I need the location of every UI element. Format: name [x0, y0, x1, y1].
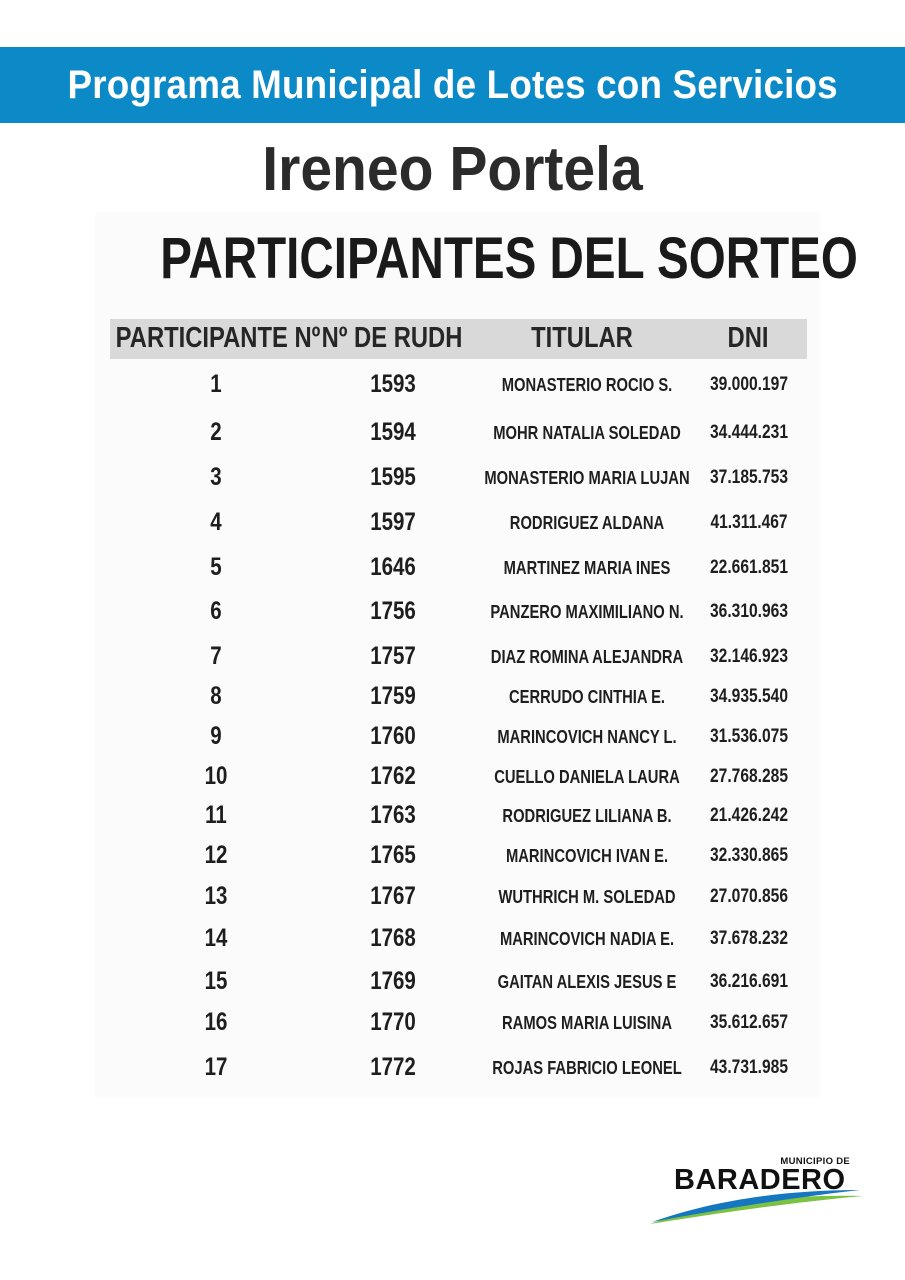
cell-rudh: 1763 — [370, 801, 416, 829]
logo-wave-icon — [648, 1188, 868, 1228]
cell-titular: MARINCOVICH NANCY L. — [497, 727, 677, 747]
banner-title: Programa Municipal de Lotes con Servicios — [67, 62, 838, 107]
cell-dni: 21.426.242 — [710, 805, 788, 826]
baradero-logo — [648, 1150, 868, 1230]
cell-titular: MARINCOVICH IVAN E. — [505, 846, 669, 866]
cell-titular: WUTHRICH M. SOLEDAD — [498, 887, 676, 907]
logo-small-text: MUNICIPIO DE — [780, 1156, 850, 1167]
cell-participante: 12 — [204, 841, 228, 869]
cell-participante: 1 — [210, 370, 222, 398]
col-header-participante: PARTICIPANTE Nº — [115, 322, 321, 354]
cell-rudh: 1772 — [370, 1053, 416, 1081]
cell-dni: 39.000.197 — [710, 374, 788, 395]
cell-participante: 3 — [210, 463, 222, 491]
cell-rudh: 1595 — [370, 463, 416, 491]
cell-titular: RAMOS MARIA LUISINA — [501, 1013, 673, 1033]
cell-participante: 8 — [210, 682, 222, 710]
cell-rudh: 1765 — [370, 841, 416, 869]
cell-participante: 15 — [204, 967, 228, 995]
cell-dni: 35.612.657 — [710, 1012, 788, 1033]
cell-participante: 5 — [210, 553, 222, 581]
cell-dni: 31.536.075 — [710, 726, 788, 747]
col-header-titular: TITULAR — [531, 322, 633, 354]
cell-dni: 41.311.467 — [710, 512, 788, 533]
cell-rudh: 1767 — [370, 882, 416, 910]
col-header-dni: DNI — [727, 322, 769, 354]
cell-dni: 37.185.753 — [710, 467, 788, 488]
cell-titular: ROJAS FABRICIO LEONEL — [492, 1058, 682, 1078]
cell-titular: RODRIGUEZ ALDANA — [509, 513, 665, 533]
cell-participante: 13 — [204, 882, 228, 910]
cell-titular: PANZERO MAXIMILIANO N. — [490, 602, 684, 622]
cell-rudh: 1646 — [370, 553, 416, 581]
cell-rudh: 1594 — [370, 418, 416, 446]
cell-participante: 6 — [210, 597, 222, 625]
section-title: PARTICIPANTES DEL SORTEO — [160, 226, 858, 291]
cell-rudh: 1759 — [370, 682, 416, 710]
cell-titular: MONASTERIO MARIA LUJAN — [484, 468, 690, 488]
cell-dni: 34.444.231 — [710, 422, 788, 443]
cell-dni: 32.146.923 — [710, 646, 788, 667]
cell-dni: 36.216.691 — [710, 971, 788, 992]
cell-rudh: 1762 — [370, 762, 416, 790]
cell-titular: RODRIGUEZ LILIANA B. — [502, 806, 672, 826]
cell-rudh: 1760 — [370, 722, 416, 750]
cell-titular: CUELLO DANIELA LAURA — [494, 767, 680, 787]
cell-rudh: 1597 — [370, 508, 416, 536]
cell-participante: 16 — [204, 1008, 228, 1036]
location-subtitle: Ireneo Portela — [262, 135, 643, 204]
cell-dni: 43.731.985 — [710, 1057, 788, 1078]
cell-participante: 10 — [204, 762, 228, 790]
cell-dni: 37.678.232 — [710, 928, 788, 949]
cell-rudh: 1593 — [370, 370, 416, 398]
cell-rudh: 1770 — [370, 1008, 416, 1036]
cell-participante: 4 — [210, 508, 222, 536]
cell-participante: 14 — [204, 924, 228, 952]
cell-rudh: 1769 — [370, 967, 416, 995]
cell-titular: GAITAN ALEXIS JESUS E — [497, 972, 677, 992]
cell-rudh: 1757 — [370, 642, 416, 670]
cell-dni: 36.310.963 — [710, 601, 788, 622]
cell-dni: 22.661.851 — [710, 557, 788, 578]
cell-dni: 27.768.285 — [710, 766, 788, 787]
cell-titular: MARINCOVICH NADIA E. — [499, 929, 675, 949]
cell-titular: MOHR NATALIA SOLEDAD — [493, 423, 681, 443]
cell-titular: CERRUDO CINTHIA E. — [508, 687, 666, 707]
cell-dni: 34.935.540 — [710, 686, 788, 707]
logo-big-text: BARADERO — [674, 1164, 846, 1196]
cell-titular: DIAZ ROMINA ALEJANDRA — [490, 647, 684, 667]
cell-titular: MONASTERIO ROCIO S. — [501, 375, 673, 395]
cell-participante: 7 — [210, 642, 222, 670]
cell-titular: MARTINEZ MARIA INES — [503, 558, 671, 578]
cell-participante: 17 — [204, 1053, 228, 1081]
cell-participante: 9 — [210, 722, 222, 750]
cell-rudh: 1768 — [370, 924, 416, 952]
cell-dni: 32.330.865 — [710, 845, 788, 866]
cell-participante: 2 — [210, 418, 222, 446]
cell-dni: 27.070.856 — [710, 886, 788, 907]
cell-rudh: 1756 — [370, 597, 416, 625]
title-banner — [0, 47, 905, 123]
cell-participante: 11 — [205, 801, 227, 829]
col-header-rudh: Nº DE RUDH — [321, 322, 463, 354]
